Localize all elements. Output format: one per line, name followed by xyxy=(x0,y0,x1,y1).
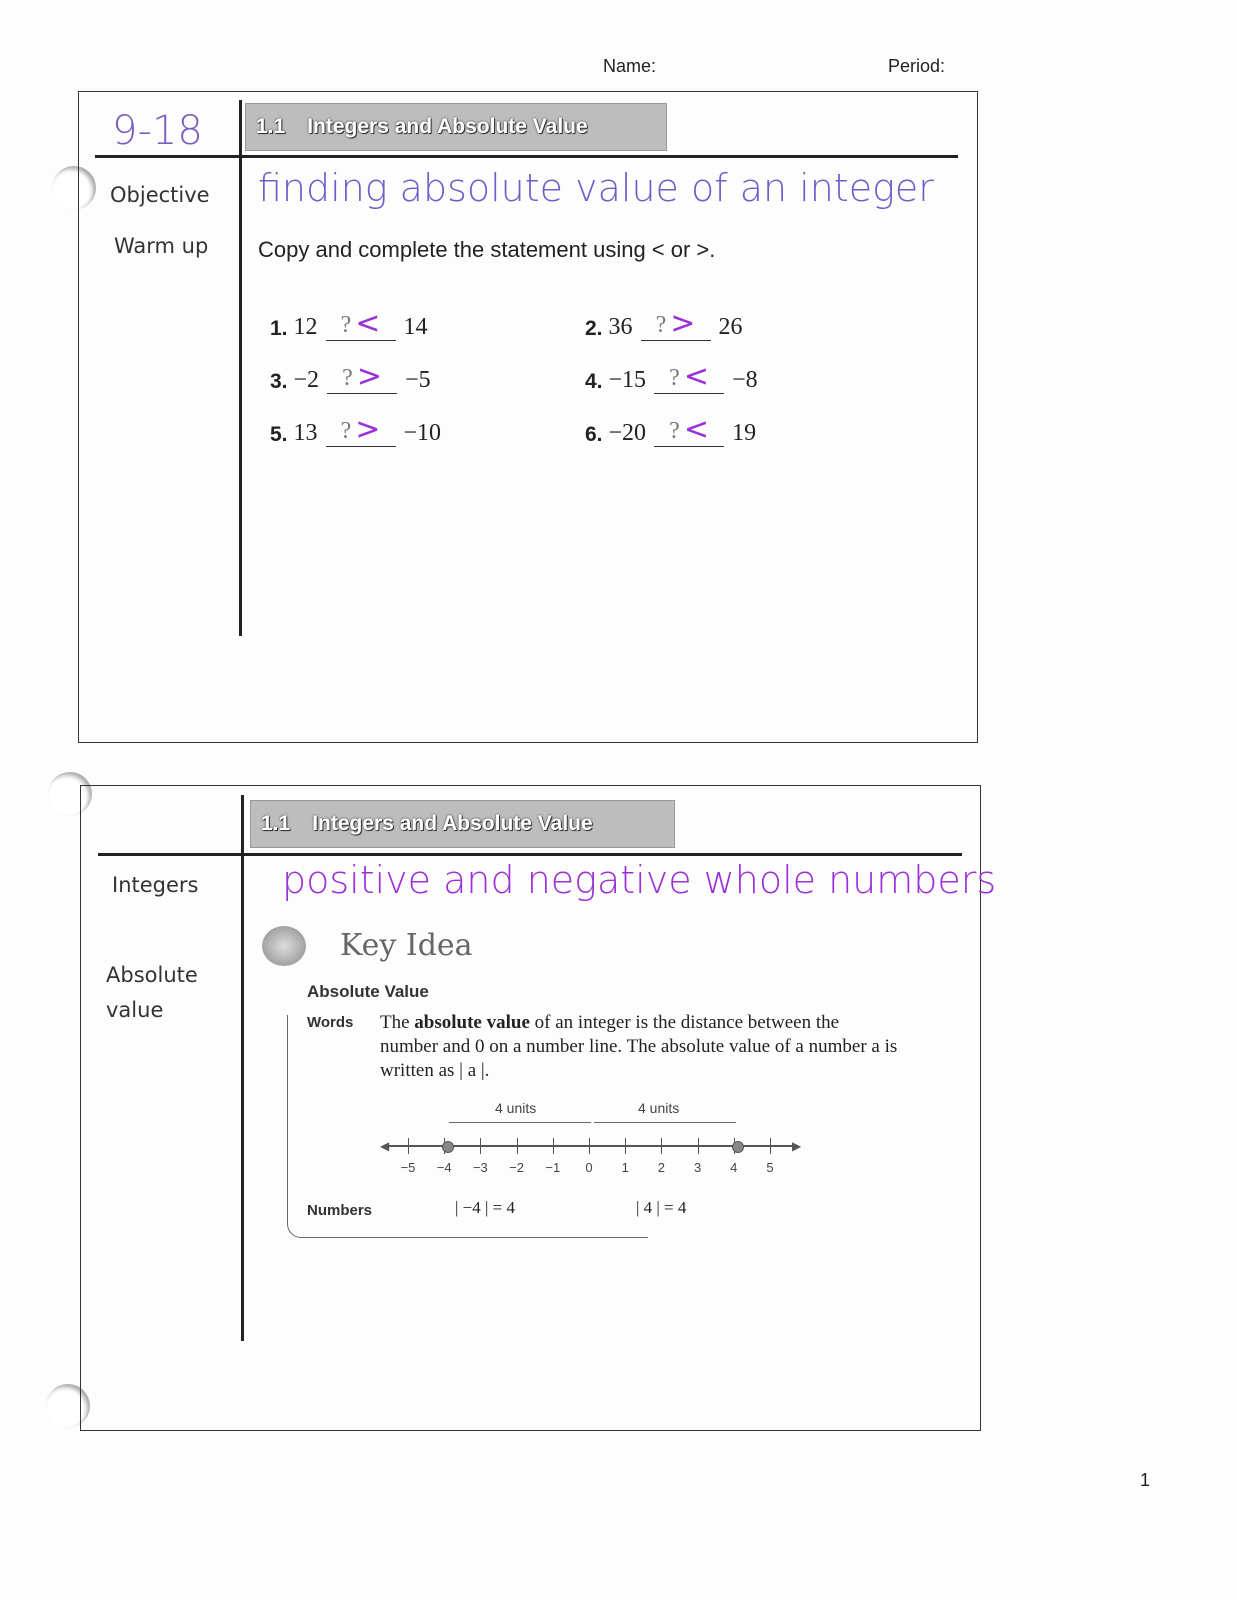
tick-label: −5 xyxy=(400,1160,416,1175)
answer-blank xyxy=(326,412,396,447)
words-label: Words xyxy=(307,1014,354,1031)
warmup-problem xyxy=(270,412,441,447)
blank-placeholder: ? xyxy=(669,418,680,444)
tick-mark xyxy=(517,1138,518,1154)
right-operand: −5 xyxy=(405,367,431,393)
integers-label: Integers xyxy=(112,873,199,897)
lesson-title: Integers and Absolute Value xyxy=(312,812,593,835)
number-line-point xyxy=(732,1141,744,1153)
words-definition: The absolute value of an integer is the distance between the number and 0 on a number line. The absolute value of a number a is written as | a |. xyxy=(380,1012,898,1081)
tick-label: −3 xyxy=(472,1160,488,1175)
span-left-label: 4 units xyxy=(495,1100,537,1116)
example-positive: | 4 | = 4 xyxy=(636,1198,687,1217)
example-negative: | −4 | = 4 xyxy=(455,1198,515,1217)
answer-blank xyxy=(641,306,711,341)
left-operand: 36 xyxy=(608,314,633,340)
tick-mark xyxy=(480,1138,481,1154)
problem-number: 2. xyxy=(585,317,603,340)
divider xyxy=(241,795,244,1341)
problem-number: 1. xyxy=(270,317,288,340)
date-handwritten: 9-18 xyxy=(112,108,203,154)
right-operand: 14 xyxy=(403,314,428,340)
warmup-problem xyxy=(585,359,758,394)
objective-label: Objective xyxy=(110,183,210,207)
objective-handwritten: finding absolute value of an integer xyxy=(258,166,934,210)
arrow-right-icon: ▶ xyxy=(792,1139,802,1153)
tick-label: −4 xyxy=(436,1160,452,1175)
key-idea-title: Absolute Value xyxy=(307,982,429,1001)
divider xyxy=(95,155,958,158)
tick-label: 1 xyxy=(621,1160,629,1175)
blank-placeholder: ? xyxy=(669,365,680,391)
period-label: Period: xyxy=(888,56,946,76)
span-left-arrow xyxy=(449,1122,591,1123)
problem-number: 6. xyxy=(585,423,603,446)
answer-blank xyxy=(654,359,724,394)
tick-mark xyxy=(408,1138,409,1154)
answer-blank xyxy=(327,359,397,394)
handwritten-answer: > xyxy=(670,306,696,341)
warmup-instructions: Copy and complete the statement using < or >. xyxy=(258,237,716,262)
tick-label: 0 xyxy=(585,1160,593,1175)
handwritten-answer: < xyxy=(355,306,381,341)
key-idea-heading: Key Idea xyxy=(340,928,473,963)
divider xyxy=(98,853,962,856)
absolute-value-label: Absolute value xyxy=(106,963,198,1022)
handwritten-answer: < xyxy=(683,359,709,394)
problem-number: 3. xyxy=(270,370,288,393)
tick-mark xyxy=(661,1138,662,1154)
left-operand: 13 xyxy=(293,420,318,446)
right-operand: 19 xyxy=(732,420,757,446)
answer-blank xyxy=(654,412,724,447)
answer-blank xyxy=(326,306,396,341)
handwritten-answer: < xyxy=(683,412,709,447)
problem-number: 5. xyxy=(270,423,288,446)
problem-number: 4. xyxy=(585,370,603,393)
left-operand: −15 xyxy=(608,367,647,393)
tick-label: −2 xyxy=(509,1160,524,1175)
left-operand: −20 xyxy=(608,420,647,446)
key-idea-icon xyxy=(262,926,306,966)
tick-label: 4 xyxy=(730,1160,738,1175)
name-label: Name: xyxy=(603,56,657,76)
page-number: 1 xyxy=(1140,1470,1151,1490)
blank-placeholder: ? xyxy=(340,418,352,444)
divider xyxy=(239,100,242,636)
warmup-problem xyxy=(585,306,743,341)
blank-placeholder: ? xyxy=(655,312,667,338)
warmup-problem xyxy=(585,412,756,447)
handwritten-answer: > xyxy=(355,412,381,447)
integers-handwritten: positive and negative whole numbers xyxy=(282,858,997,902)
left-operand: −2 xyxy=(293,367,320,393)
tick-label: −1 xyxy=(545,1160,561,1175)
tick-mark xyxy=(698,1138,699,1154)
right-operand: −10 xyxy=(403,420,442,446)
span-right-label: 4 units xyxy=(638,1100,680,1116)
left-operand: 12 xyxy=(293,314,318,340)
handwritten-answer: > xyxy=(356,359,382,394)
tick-label: 5 xyxy=(766,1160,774,1175)
tick-label: 3 xyxy=(693,1160,702,1175)
tick-mark xyxy=(625,1138,626,1154)
lesson-banner xyxy=(250,800,675,848)
warmup-label: Warm up xyxy=(114,234,209,258)
arrow-left-icon: ◀ xyxy=(380,1139,390,1153)
lesson-banner xyxy=(245,103,667,151)
right-operand: −8 xyxy=(732,367,758,393)
lesson-number: 1.1 xyxy=(261,812,291,835)
lesson-title: Integers and Absolute Value xyxy=(307,115,588,138)
tick-label: 2 xyxy=(657,1160,665,1175)
tick-mark xyxy=(553,1138,554,1154)
blank-placeholder: ? xyxy=(340,312,352,338)
tick-mark xyxy=(589,1138,590,1154)
warmup-problem xyxy=(270,359,431,394)
span-right-arrow xyxy=(594,1122,736,1123)
numbers-label: Numbers xyxy=(307,1202,373,1219)
right-operand: 26 xyxy=(718,314,743,340)
warmup-problem xyxy=(270,306,428,341)
tick-mark xyxy=(770,1138,771,1154)
lesson-number: 1.1 xyxy=(256,115,286,138)
blank-placeholder: ? xyxy=(342,365,353,391)
